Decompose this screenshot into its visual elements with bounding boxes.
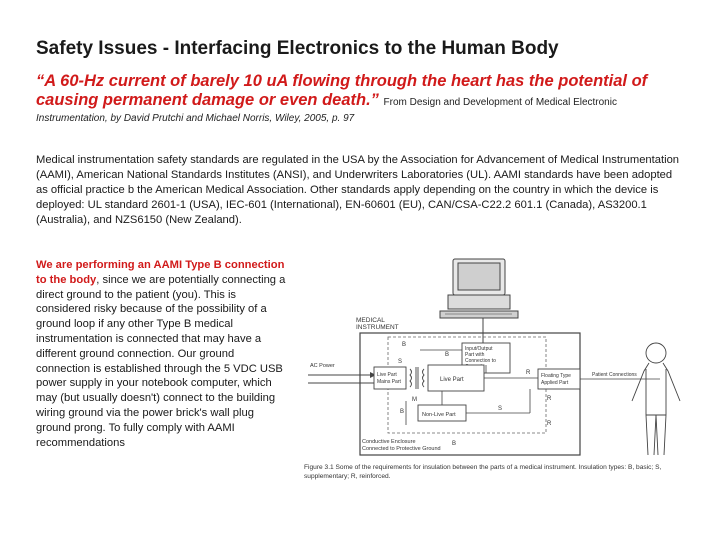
- type-b-text: , since we are potentially connecting a direct ground to the patient (you). This is considered risky because of the possibility of a ground loop if any other Type B medical instrumentation is connected that may have a different ground connection. Our ground connection is established through the 5 VDC USB power supply in your notebook computer, which may (but usually doesn't) connect to the building wiring ground via the power brick's wall plug ground prong. To fully comply with AAMI recommendations: [36, 273, 286, 449]
- patient-figure-icon: [632, 343, 680, 455]
- standards-paragraph: Medical instrumentation safety standards are regulated in the USA by the Association for Advancement of Medical Instrumentation (AAMI), American National Standards Institutes (ANSI), and Underwriters Laboratories (UL). AAMI standards have been adopted as official practice b the American Medical Association. Other standards apply depending on the country in which the device is deployed: UL standard 2601-1 (USA), IEC-601 (International), EN-60601 (EU), CAN/CSA-C22.2 601.1 (Canada), AS3200.1 (Australia), and NZS6150 (New Zealand).: [36, 154, 680, 227]
- io-part-label-3: Connection to: [465, 358, 496, 364]
- label-b-1: B: [402, 342, 407, 348]
- type-b-highlight: We are performing an AAMI Type B connection to the body: [36, 259, 285, 286]
- enclosure-label-2: Connected to Protective Ground: [362, 446, 441, 452]
- insulation-figure: [300, 255, 700, 465]
- insulation-diagram: [300, 255, 700, 465]
- figure-caption: Figure 3.1 Some of the requirements for insulation between the parts of a medical instrument. Insulation types: B, basic; S, supplementary; R, reinforced.: [304, 464, 662, 480]
- label-s-2: S: [498, 406, 503, 412]
- patient-connections-label: Patient Connections: [592, 372, 637, 378]
- live-part-mains-box: [374, 367, 406, 389]
- citation: Instrumentation, by David Prutchi and Michael Norris, Wiley, 2005, p. 97: [36, 113, 355, 124]
- label-s-1: S: [398, 359, 403, 365]
- io-part-label-2: Part with: [465, 352, 485, 358]
- io-part-label-1: Input/Output: [465, 346, 493, 352]
- label-b-4: B: [452, 441, 457, 447]
- instrument-label-2: INSTRUMENT: [356, 324, 399, 331]
- quote-text: “A 60-Hz current of barely 10 uA flowing through the heart has the potential of causing permanent damage or even death.”: [36, 72, 648, 109]
- floating-part-label-1: Floating Type: [541, 373, 571, 379]
- non-live-part-label: Non-Live Part: [422, 412, 456, 418]
- computer-icon: [440, 259, 518, 318]
- transformer-icon: [410, 367, 424, 389]
- live-part-label: Live Part: [440, 377, 464, 383]
- label-b-2: B: [445, 352, 450, 358]
- label-b-3: B: [400, 409, 405, 415]
- quote-source: From Design and Development of Medical Electronic: [383, 97, 617, 108]
- live-part-mains-label-2: Mains Part: [377, 379, 401, 385]
- floating-part-label-2: Applied Part: [541, 380, 569, 386]
- label-m: M: [412, 397, 417, 403]
- type-b-paragraph: [36, 258, 286, 450]
- instrument-label-1: MEDICAL: [356, 317, 385, 324]
- enclosure-label-1: Conductive Enclosure: [362, 439, 416, 445]
- label-r-3: R: [547, 421, 552, 427]
- floating-part-box: [538, 369, 580, 389]
- label-r-2: R: [547, 396, 552, 402]
- live-part-mains-label-1: Live Part: [377, 372, 397, 378]
- slide-title: Safety Issues - Interfacing Electronics to the Human Body: [36, 38, 559, 59]
- ac-power-label: AC Power: [310, 363, 335, 369]
- label-r: R: [526, 370, 531, 376]
- quote: [36, 72, 696, 112]
